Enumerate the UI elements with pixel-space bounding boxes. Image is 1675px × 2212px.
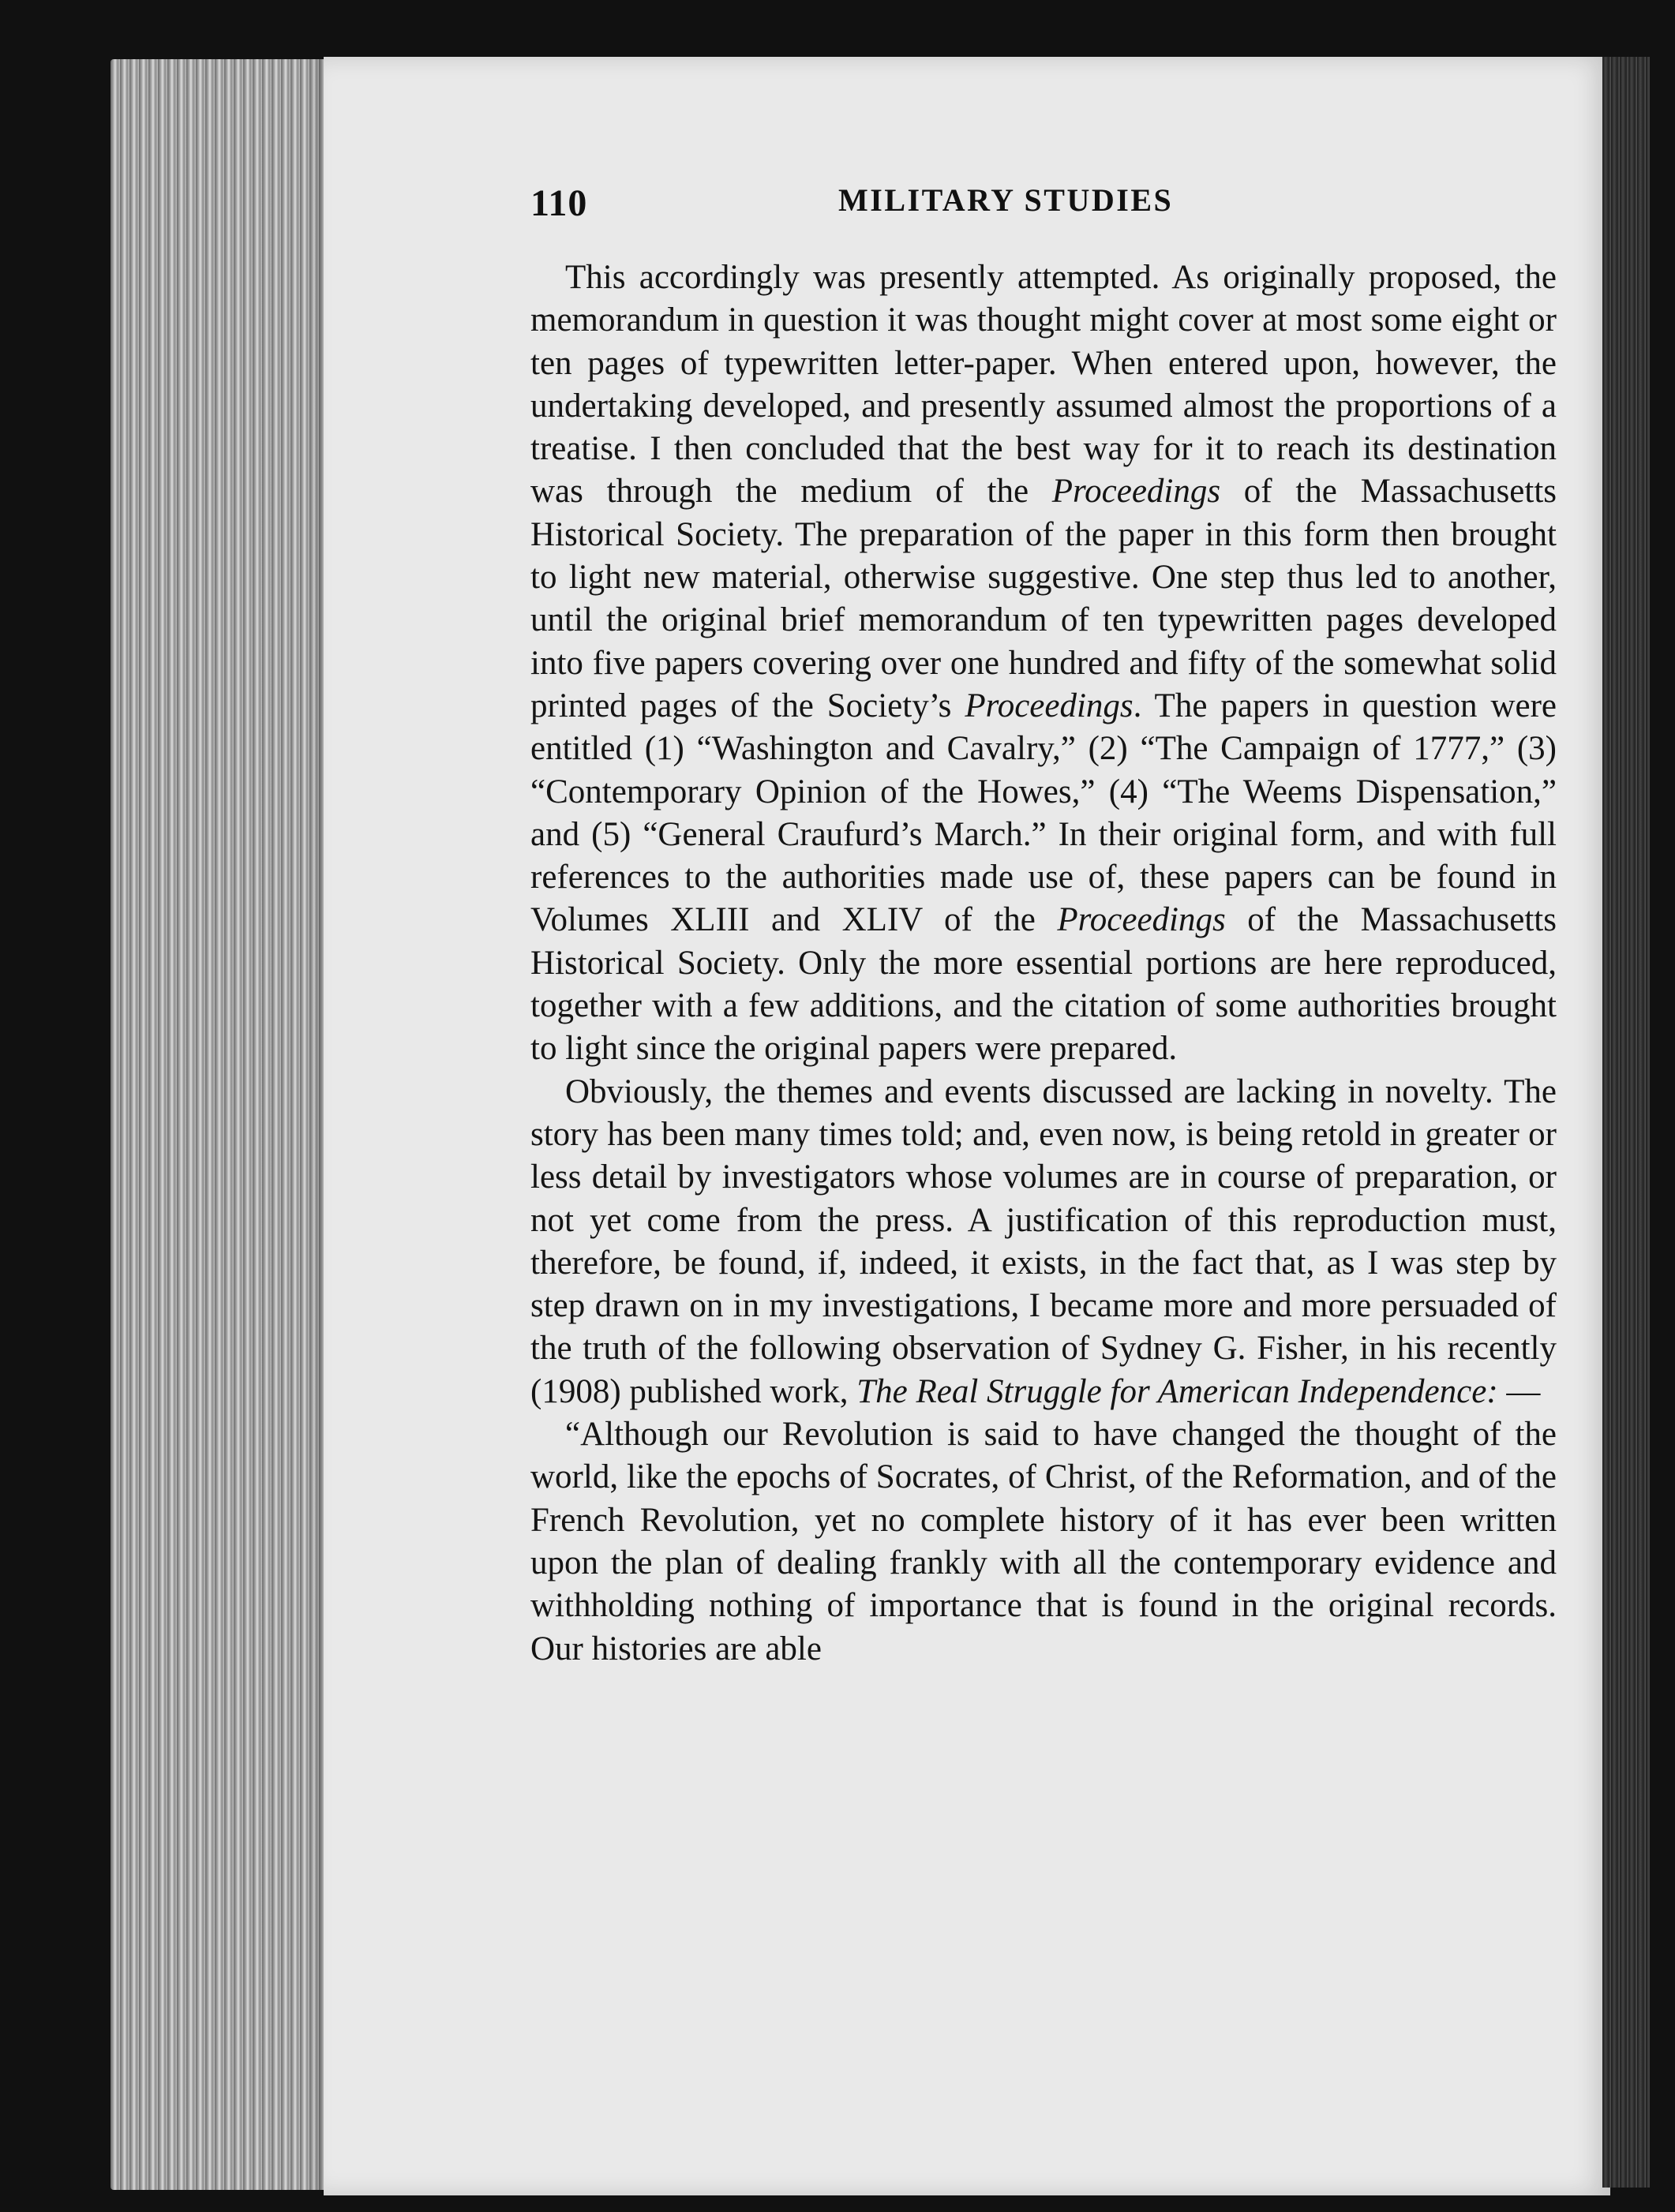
paragraph [530,1071,1557,1413]
page-number: 110 [530,182,588,224]
left-page-edges [111,59,339,2190]
text-run: . The papers in question were entitled (1) “Washington and Cavalry,” (2) “The Campaign of 1777,” (3) “Contemporary Opinion of the Howes,” (4) “The Weems Dispensation,” and (5) “General Craufurd’s March.” In their original form, and with full references to the authorities made use of, these papers can be found in Volumes XLIII and XLIV of the [530,687,1557,939]
italic-text: The Real Struggle for American Independence [856,1372,1487,1410]
text-run: of the Massachusetts Historical Society. Only the more essential portions are here reproduced, together with a few additions, and the citation of some authorities brought to light since the original papers were prepared. [530,901,1557,1068]
quotation-paragraph [530,1413,1557,1671]
text-run: — [1497,1372,1541,1410]
text-run: This accordingly was presently attempted. As originally proposed, the memorandum in question it was thought might cover at most some eight or ten pages of typewritten letter-paper. When entered upon, however, the undertaking developed, and presently assumed almost the proportions of a treatise. I then concluded that the best way for it to reach its destination was through the medium of the [530,259,1557,511]
text-run: “Although our Revolution is said to have changed the thought of the world, like the epochs of Socrates, of Christ, of the Reformation, and of the French Revolution, yet no complete history of it has ever been written upon the plan of dealing frankly with all the contemporary evidence and withholding nothing of importance that is found in the original records. Our histories are able [530,1416,1557,1667]
body-text [530,256,1557,1671]
italic-text: Proceedings [965,687,1134,724]
italic-text: : [1486,1372,1498,1410]
italic-text: Proceedings [1057,901,1226,939]
text-run: Obviously, the themes and events discussed are lacking in novelty. The story has been many times told; and, even now, is being retold in greater or less detail by investigators whose volumes are in course of preparation, or not yet come from the press. A justification of this reproduction must, therefore, be found, if, indeed, it exists, in the fact that, as I was step by step drawn on in my investigations, I became more and more persuaded of the truth of the following observation of Sydney G. Fisher, in his recently (1908) published work, [530,1072,1557,1410]
text-run: of the Massachusetts Historical Society. The preparation of the paper in this form then brought to light new material, otherwise suggestive. One step thus led to another, until the original brief memorandum of ten typewritten pages developed into five papers covering over one hundred and fifty of the somewhat solid printed pages of the Society’s [530,473,1557,724]
paragraph [530,256,1557,1071]
running-head: MILITARY STUDIES [838,182,1174,218]
page-header [530,182,1557,229]
right-page-edge [1602,57,1650,2188]
italic-text: Proceedings [1051,473,1221,511]
